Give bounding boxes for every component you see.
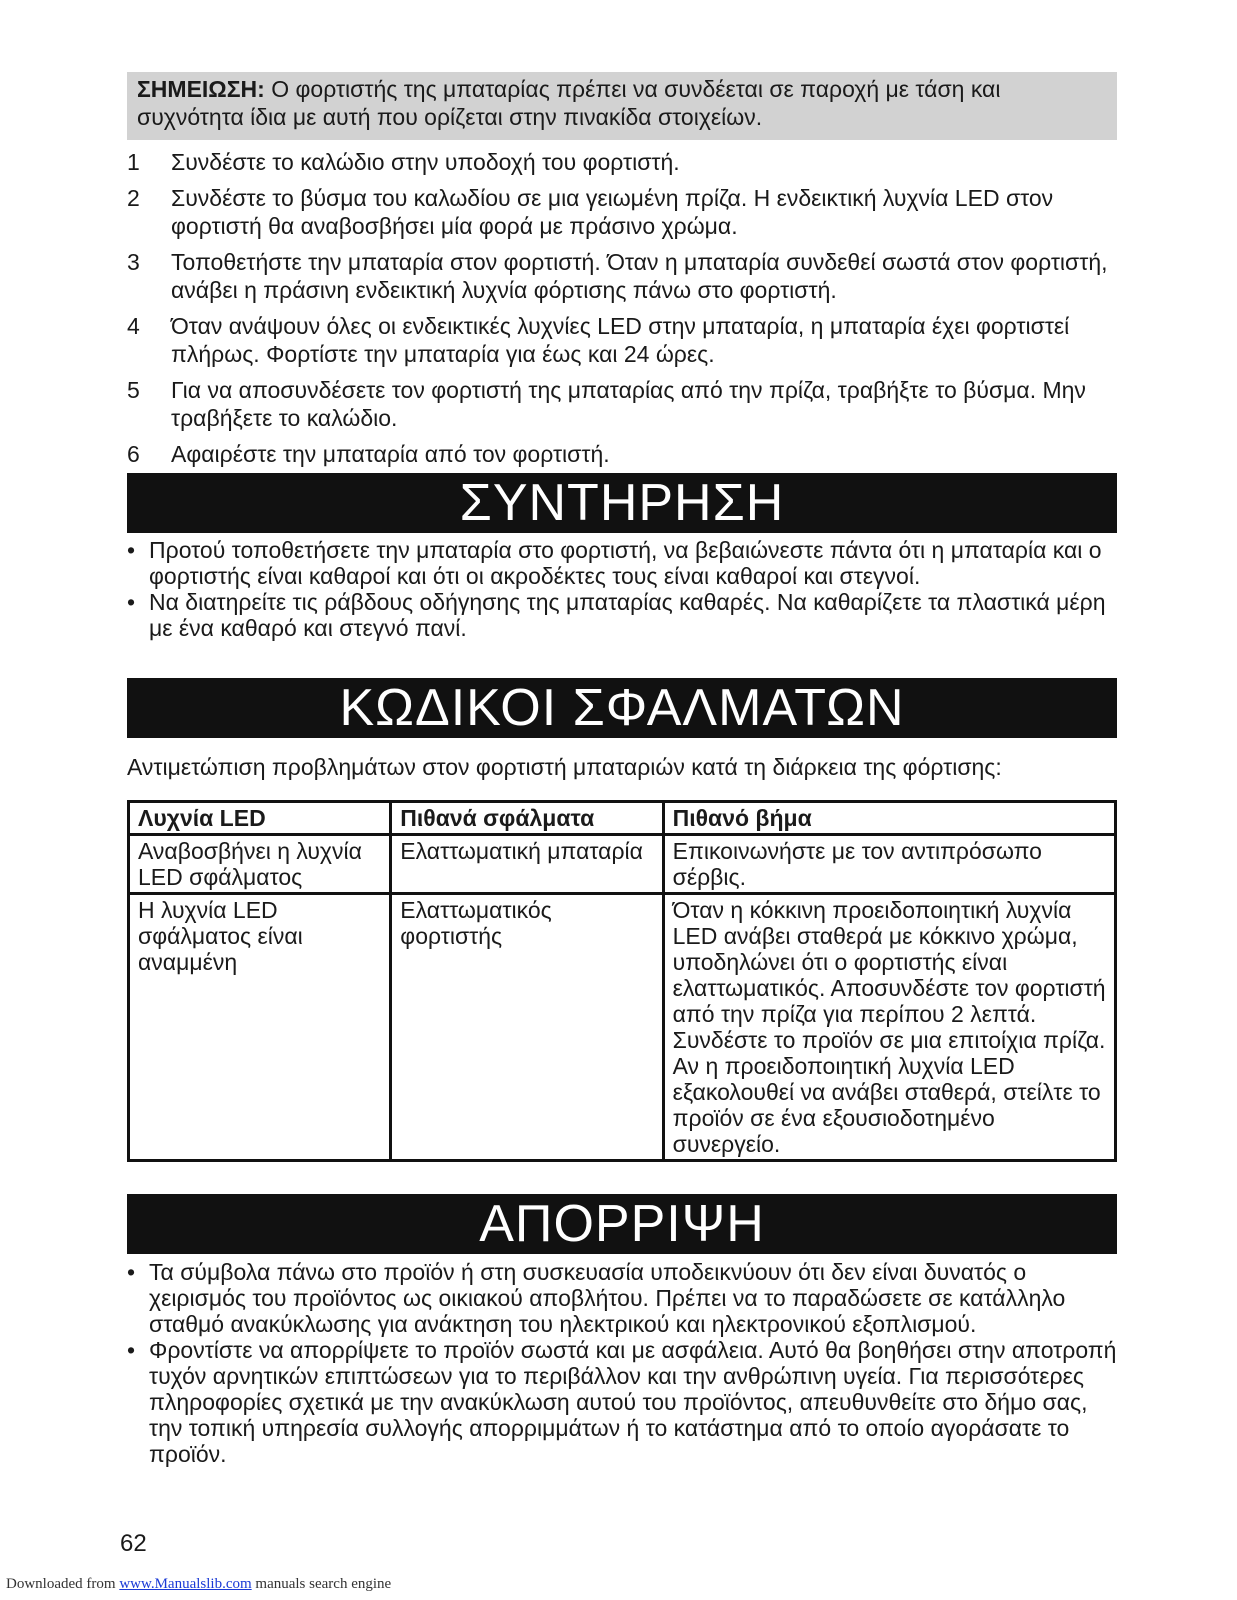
- footer-prefix: Downloaded from: [6, 1576, 120, 1592]
- list-item-text: Να διατηρείτε τις ράβδους οδήγησης της μπαταρίας καθαρές. Να καθαρίζετε τα πλαστικά μέρη με ένα καθαρό και στεγνό πανί.: [149, 589, 1106, 641]
- column-header-errors: Πιθανά σφάλματα: [391, 802, 663, 835]
- step-number: 6: [127, 441, 140, 467]
- maintenance-heading: ΣΥΝΤΗΡΗΣΗ: [127, 473, 1117, 533]
- note-box: [127, 72, 1117, 140]
- step-number: 3: [127, 249, 140, 275]
- list-item: [127, 1259, 1122, 1337]
- note-text: Ο φορτιστής της μπαταρίας πρέπει να συνδέεται σε παροχή με τάση και συχνότητα ίδια με αυτή που ορίζεται στην πινακίδα στοιχείων.: [137, 76, 1001, 130]
- error-codes-heading: ΚΩΔΙΚΟΙ ΣΦΑΛΜΑΤΩΝ: [127, 678, 1117, 738]
- step-item: [127, 312, 1127, 368]
- error-codes-intro: Αντιμετώπιση προβλημάτων στον φορτιστή μπαταριών κατά τη διάρκεια της φόρτισης:: [127, 754, 1002, 780]
- bullet-mark: •: [127, 537, 136, 563]
- table-row: [129, 835, 1116, 894]
- table-cell: Ελαττωματικός φορτιστής: [391, 894, 663, 1161]
- list-item-text: Προτού τοποθετήσετε την μπαταρία στο φορτιστή, να βεβαιώνεστε πάντα ότι η μπαταρία και ο φορτιστής είναι καθαροί και ότι οι ακροδέκτες τους είναι καθαροί και στεγνοί.: [149, 537, 1102, 589]
- note-label: ΣΗΜΕΙΩΣΗ:: [137, 76, 265, 102]
- step-text: Τοποθετήστε την μπαταρία στον φορτιστή. Όταν η μπαταρία συνδεθεί σωστά στον φορτιστή, ανάβει η πράσινη ενδεικτική λυχνία φόρτισης πάνω στο φορτιστή.: [171, 249, 1108, 303]
- table-cell: Επικοινωνήστε με τον αντιπρόσωπο σέρβις.: [663, 835, 1115, 894]
- step-number: 1: [127, 149, 140, 175]
- column-header-led: Λυχνία LED: [129, 802, 391, 835]
- table-cell: Η λυχνία LED σφάλματος είναι αναμμένη: [129, 894, 391, 1161]
- table-header-row: [129, 802, 1116, 835]
- page-number: 62: [120, 1530, 147, 1557]
- footer-suffix: manuals search engine: [251, 1576, 392, 1592]
- table-cell: Ελαττωματική μπαταρία: [391, 835, 663, 894]
- table-row: [129, 894, 1116, 1161]
- step-item: [127, 148, 1127, 176]
- table-cell: Όταν η κόκκινη προειδοποιητική λυχνία LED ανάβει σταθερά με κόκκινο χρώμα, υποδηλώνει ότι ο φορτιστής είναι ελαττωματικός. Αποσυνδέστε τον φορτιστή από την πρίζα για περίπου 2 λεπτά. Συνδέστε το προϊόν σε μια επιτοίχια πρίζα. Αν η προειδοποιητική λυχνία LED εξακολουθεί να ανάβει σταθερά, στείλτε το προϊόν σε ένα εξουσιοδοτημένο συνεργείο.: [663, 894, 1115, 1161]
- manualslib-link[interactable]: www.Manualslib.com: [119, 1576, 252, 1592]
- step-item: [127, 184, 1127, 240]
- download-footer: [6, 1576, 391, 1593]
- bullet-mark: •: [127, 1337, 136, 1363]
- step-text: Συνδέστε το καλώδιο στην υποδοχή του φορτιστή.: [171, 149, 680, 175]
- list-item-text: Τα σύμβολα πάνω στο προϊόν ή στη συσκευασία υποδεικνύουν ότι δεν είναι δυνατός ο χειρισμός του προϊόντος ως οικιακού αποβλήτου. Πρέπει να το παραδώσετε σε κατάλληλο σταθμό ανακύκλωσης για ανάκτηση του ηλεκτρικού και ηλεκτρονικού εξοπλισμού.: [149, 1259, 1066, 1337]
- step-text: Αφαιρέστε την μπαταρία από τον φορτιστή.: [171, 441, 610, 467]
- step-item: [127, 376, 1127, 432]
- step-number: 2: [127, 185, 140, 211]
- step-number: 4: [127, 313, 140, 339]
- step-item: [127, 440, 1127, 468]
- column-header-action: Πιθανό βήμα: [663, 802, 1115, 835]
- step-text: Όταν ανάψουν όλες οι ενδεικτικές λυχνίες LED στην μπαταρία, η μπαταρία έχει φορτιστεί πλήρως. Φορτίστε την μπαταρία για έως και 24 ώρες.: [171, 313, 1070, 367]
- disposal-heading: ΑΠΟΡΡΙΨΗ: [127, 1194, 1117, 1254]
- error-codes-table: [127, 800, 1117, 1162]
- step-number: 5: [127, 377, 140, 403]
- list-item-text: Φροντίστε να απορρίψετε το προϊόν σωστά και με ασφάλεια. Αυτό θα βοηθήσει στην αποτροπή τυχόν αρνητικών επιπτώσεων για το περιβάλλον και την ανθρώπινη υγεία. Για περισσότερες πληροφορίες σχετικά με την ανακύκλωση αυτού του προϊόντος, απευθυνθείτε στο δήμο σας, την τοπική υπηρεσία συλλογής απορριμμάτων ή το κατάστημα από το οποίο αγοράσατε το προϊόν.: [149, 1337, 1117, 1467]
- table-cell: Αναβοσβήνει η λυχνία LED σφάλματος: [129, 835, 391, 894]
- step-item: [127, 248, 1127, 304]
- step-text: Για να αποσυνδέσετε τον φορτιστή της μπαταρίας από την πρίζα, τραβήξτε το βύσμα. Μην τραβήξετε το καλώδιο.: [171, 377, 1086, 431]
- bullet-mark: •: [127, 589, 136, 615]
- charging-steps: [127, 148, 1127, 476]
- list-item: [127, 1337, 1122, 1467]
- list-item: [127, 589, 1122, 641]
- bullet-mark: •: [127, 1259, 136, 1285]
- list-item: [127, 537, 1122, 589]
- maintenance-list: [127, 537, 1122, 641]
- step-text: Συνδέστε το βύσμα του καλωδίου σε μια γειωμένη πρίζα. Η ενδεικτική λυχνία LED στον φορτιστή θα αναβοσβήσει μία φορά με πράσινο χρώμα.: [171, 185, 1054, 239]
- disposal-list: [127, 1259, 1122, 1467]
